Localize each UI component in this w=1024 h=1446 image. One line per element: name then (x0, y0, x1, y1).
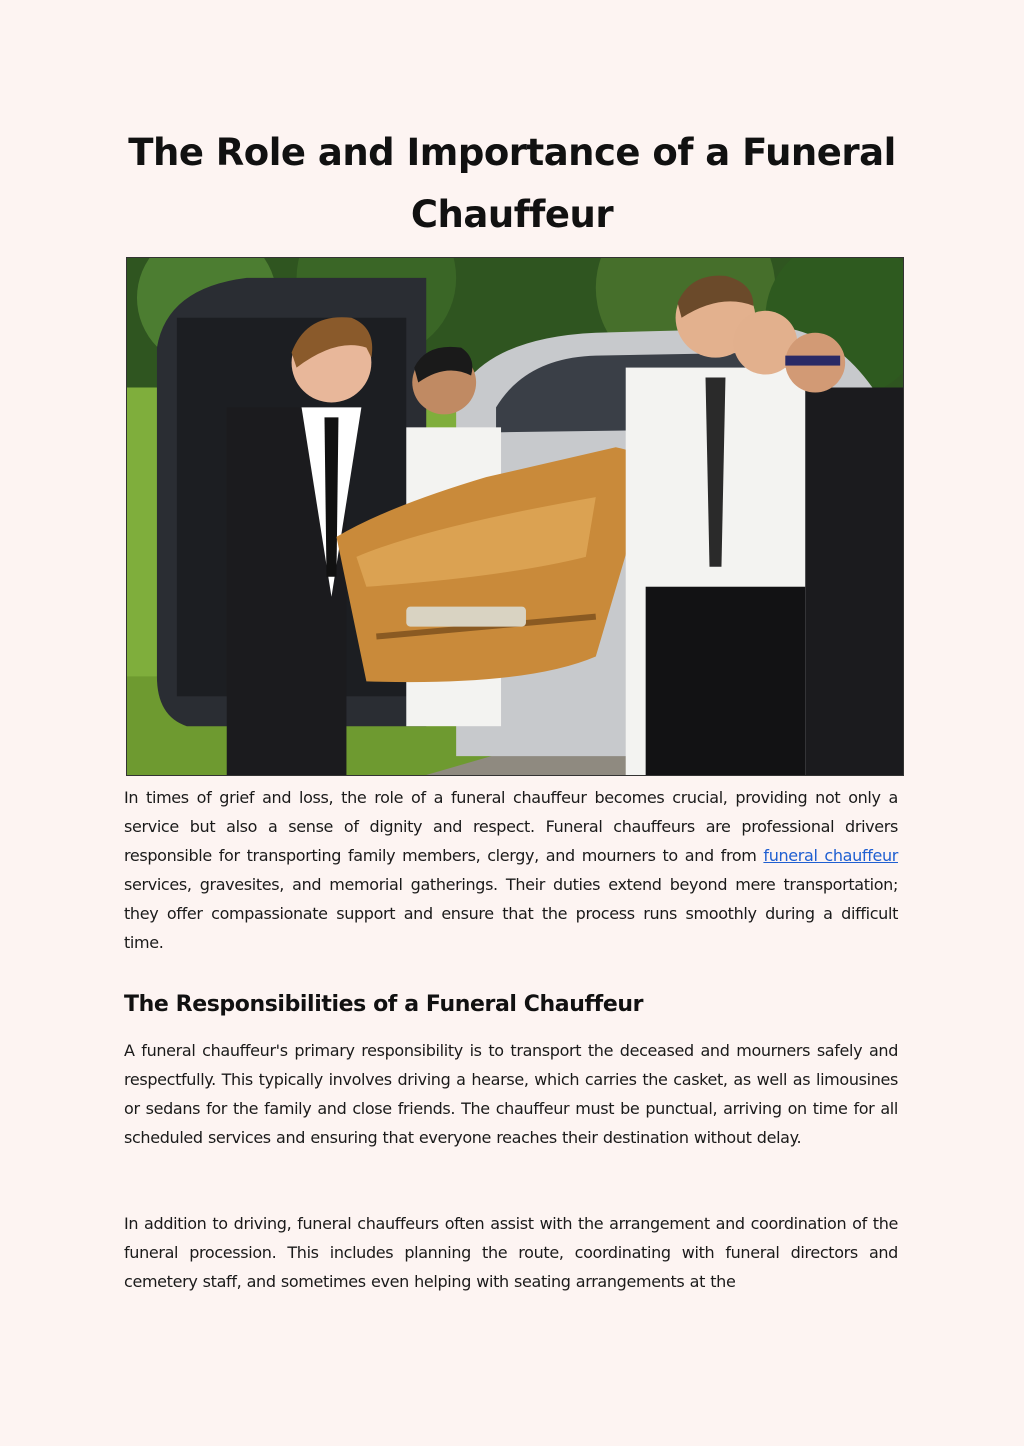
section-heading: The Responsibilities of a Funeral Chauffeur (124, 992, 644, 1017)
funeral-chauffeur-link[interactable]: funeral chauffeur (763, 846, 898, 865)
intro-text-before-link: In times of grief and loss, the role of a funeral chauffeur becomes crucial, providing not only a service but also a sense of dignity and respect. Funeral chauffeurs are professional drivers responsible for transporting family members, clergy, and mourners to and from (124, 788, 898, 865)
pallbearers-casket-photo (127, 258, 903, 775)
intro-paragraph (124, 783, 898, 957)
intro-text-after-link: services, gravesites, and memorial gatherings. Their duties extend beyond mere transportation; they offer compassionate support and ensure that the process runs smoothly during a difficult time. (124, 875, 898, 952)
hero-image (126, 257, 904, 776)
section-paragraph-1: A funeral chauffeur's primary responsibility is to transport the deceased and mourners safely and respectfully. This typically involves driving a hearse, which carries the casket, as well as limousines or sedans for the family and close friends. The chauffeur must be punctual, arriving on time for all scheduled services and ensuring that everyone reaches their destination without delay. (124, 1041, 898, 1147)
section-paragraph-2: In addition to driving, funeral chauffeurs often assist with the arrangement and coordination of the funeral procession. This includes planning the route, coordinating with funeral directors and cemetery staff, and sometimes even helping with seating arrangements at the (124, 1214, 898, 1291)
page-title: The Role and Importance of a Funeral Chauffeur (128, 131, 896, 236)
